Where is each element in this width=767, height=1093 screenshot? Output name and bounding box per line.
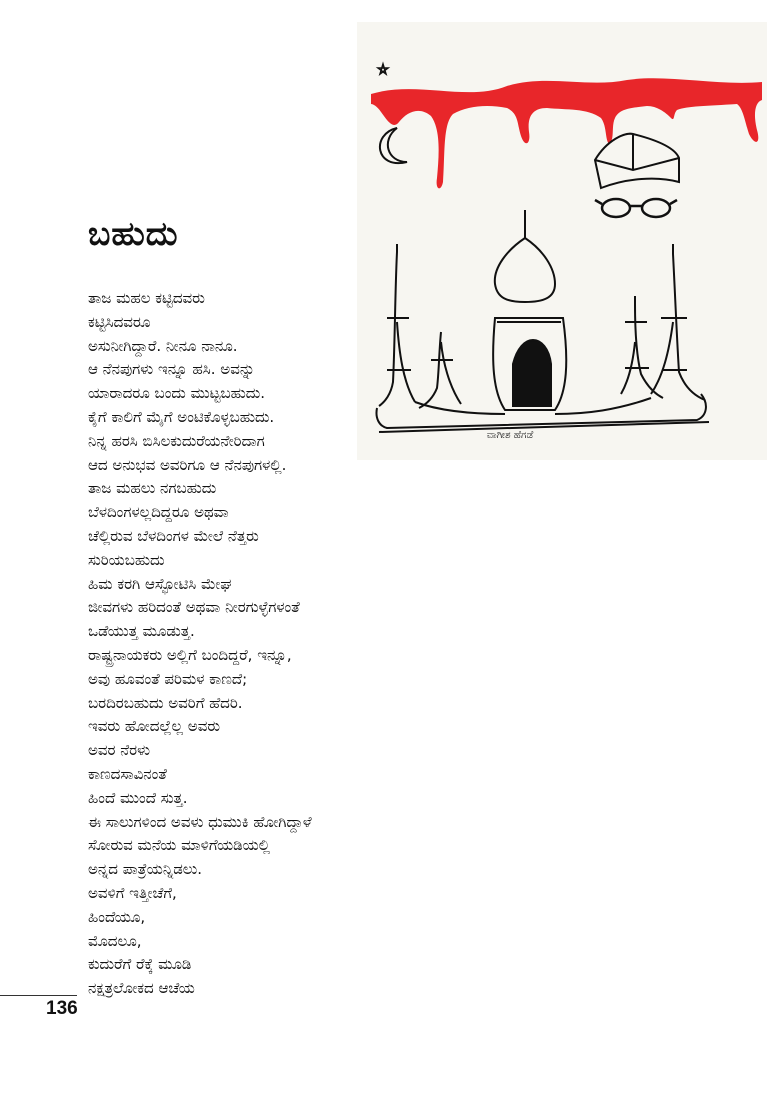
poem-line: ಕುದುರೆಗೆ ರೆಕ್ಕೆ ಮೂಡಿ — [88, 955, 192, 974]
crescent-moon-icon — [380, 128, 407, 163]
poem-line: ನಕ್ಷತ್ರಲೋಕದ ಆಚೆಯ — [88, 979, 195, 998]
cap-drawing — [595, 134, 679, 188]
poem-line: ಅವು ಹೂವಂತೆ ಪರಿಮಳ ಕಾಣದೆ; — [88, 669, 248, 688]
poem-line: ಆ ನೆನಪುಗಳು ಇನ್ನೂ ಹಸಿ. ಅವನ್ನು — [88, 360, 255, 379]
page-number-rule — [0, 995, 77, 996]
poem-line: ಹಿಂದೆಯೂ, — [88, 907, 146, 926]
poem-line: ಅವಳಿಗೆ ಇತ್ತೀಚೆಗೆ, — [88, 883, 177, 902]
page-number: 136 — [46, 998, 78, 1019]
poem-body — [88, 287, 312, 1001]
poem-line: ಅಸುನೀಗಿದ್ದಾರೆ. ನೀನೂ ನಾನೂ. — [88, 336, 238, 355]
star-icon — [378, 64, 388, 74]
poem-line: ಕೈಗೆ ಕಾಲಿಗೆ ಮೈಗೆ ಅಂಟಿಕೊಳ್ಳಬಹುದು. — [88, 407, 275, 426]
poem-line: ಸೋರುವ ಮನೆಯ ಮಾಳಿಗೆಯಡಿಯಲ್ಲಿ — [88, 836, 271, 855]
spectacles-drawing — [595, 199, 677, 217]
poem-line: ಬರದಿರಬಹುದು ಅವರಿಗೆ ಹೆದರಿ. — [88, 693, 243, 712]
poem-line: ಮೊದಲೂ, — [88, 931, 142, 950]
poem-line: ಹಿಂದೆ ಮುಂದೆ ಸುತ್ತ. — [88, 788, 188, 807]
poem-line: ಹಿಮ ಕರಗಿ ಆಸ್ಫೋಟಿಸಿ ಮೇಘ — [88, 574, 232, 593]
poem-line: ಅನ್ನದ ಪಾತ್ರೆಯನ್ನಿಡಲು. — [88, 860, 203, 879]
poem-line: ಸುರಿಯಬಹುದು — [88, 550, 165, 569]
poem-line: ರಾಷ್ಟ್ರನಾಯಕರು ಅಲ್ಲಿಗೆ ಬಂದಿದ್ದರೆ, ಇನ್ನೂ, — [88, 645, 292, 664]
poem-line: ಅವರ ನೆರಳು — [88, 741, 151, 760]
poem-line: ಕಟ್ಟಿಸಿದವರೂ — [88, 312, 151, 331]
poem-line: ತಾಜ ಮಹಲು ನಗಬಹುದು — [88, 479, 217, 498]
poem-line: ತಾಜ ಮಹಲ ಕಟ್ಟಿದವರು — [88, 289, 205, 307]
taj-mahal-drawing — [357, 22, 767, 460]
illustration-caption: ವಾಗೀಶ ಹೆಗಡೆ — [486, 430, 534, 441]
poem-title: ಬಹುದು — [88, 214, 179, 253]
poem-line: ಕಾಣದಸಾವಿನಂತೆ — [88, 764, 167, 783]
poem-line: ಚೆಲ್ಲಿರುವ ಬೆಳದಿಂಗಳ ಮೇಲೆ ನೆತ್ತರು — [88, 526, 259, 545]
monument-drawing — [376, 210, 709, 432]
poem-line: ಆದ ಅನುಭವ ಅವರಿಗೂ ಆ ನೆನಪುಗಳಲ್ಲಿ. — [88, 455, 287, 474]
red-drip-band — [371, 78, 762, 188]
poem-line: ಯಾರಾದರೂ ಬಂದು ಮುಟ್ಟಬಹುದು. — [88, 384, 266, 403]
poem-line: ಬೆಳದಿಂಗಳಲ್ಲದಿದ್ದರೂ ಅಥವಾ — [88, 503, 229, 522]
poem-line: ನಿನ್ನ ಹರಸಿ ಬಿಸಿಲಕುದುರೆಯನೇರಿದಾಗ — [88, 431, 265, 450]
poem-line: ಜೀವಗಳು ಹರಿದಂತೆ ಅಥವಾ ನೀರಗುಳ್ಳೆಗಳಂತೆ — [88, 598, 300, 617]
taj-mahal-illustration — [357, 22, 767, 460]
poem-line: ಒಡೆಯುತ್ತ ಮೂಡುತ್ತ. — [88, 622, 195, 641]
poem-line: ಈ ಸಾಲುಗಳಿಂದ ಅವಳು ಧುಮುಕಿ ಹೋಗಿದ್ದಾಳೆ — [88, 812, 312, 831]
poem-line: ಇವರು ಹೋದಲ್ಲೆಲ್ಲ ಅವರು — [88, 717, 221, 736]
